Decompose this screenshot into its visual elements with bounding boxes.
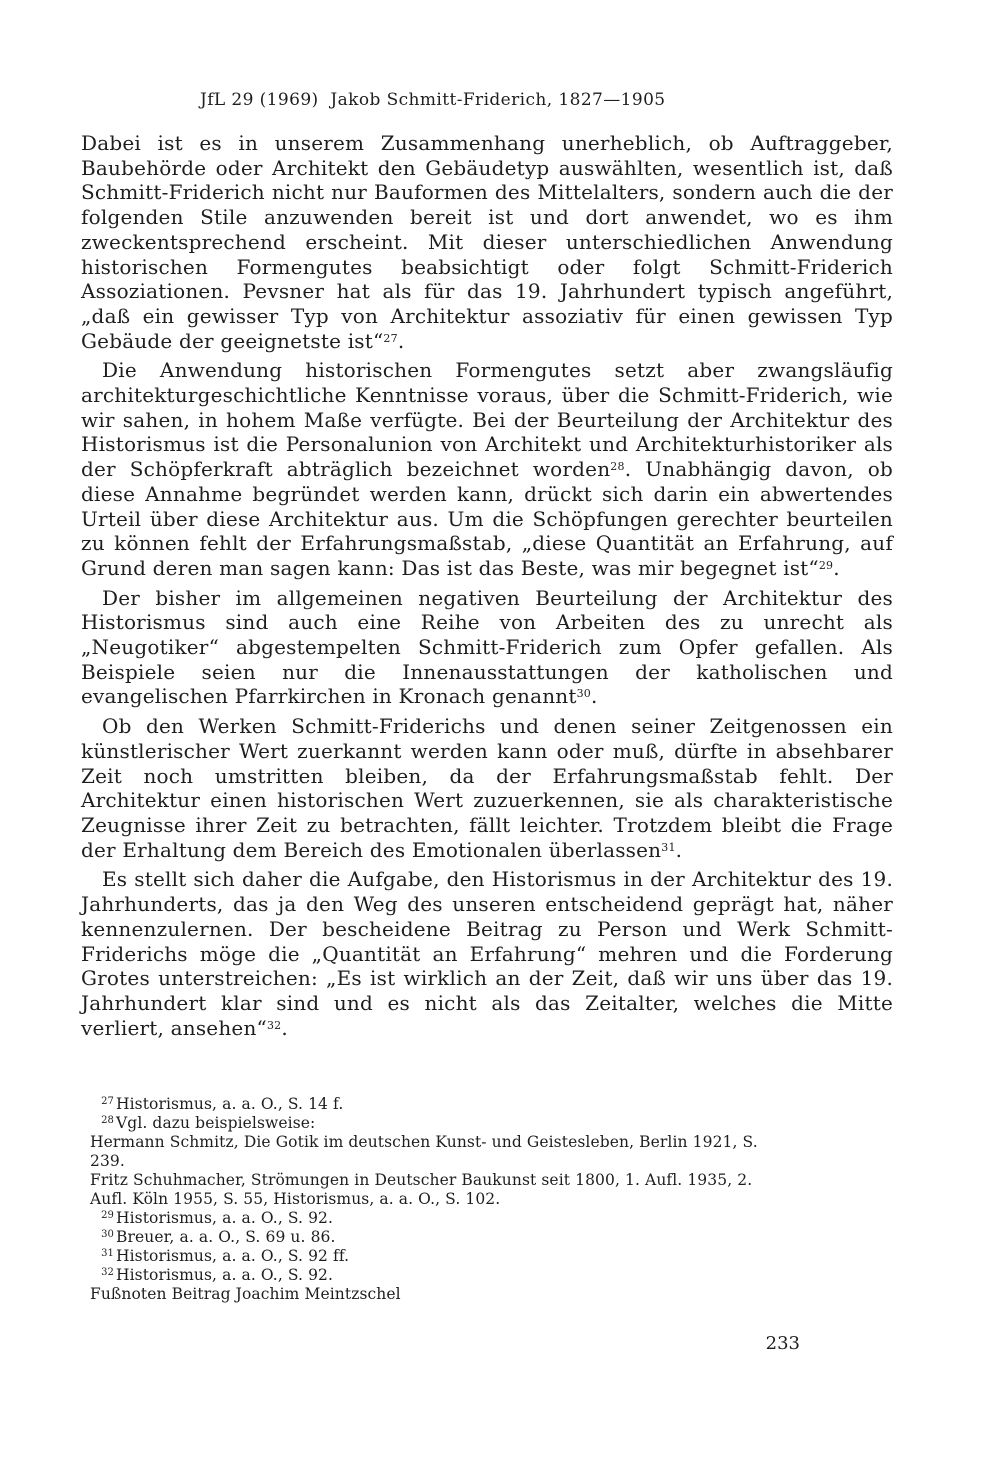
journal-reference: JfL 29 (1969) (200, 90, 319, 110)
footnote-31: 31 Historismus, a. a. O., S. 92 ff. (101, 1247, 350, 1265)
footnote-27: 27 Historismus, a. a. O., S. 14 f. (101, 1095, 344, 1113)
paragraph-text: . (675, 837, 683, 862)
paragraph-text: Der bisher im allgemeinen negativen Beurteilung der Architektur des Historismus sind auch eine Reihe von Arbeiten des zu unrecht als „Neugotiker“ abgestempelten Schmitt-Friderich zum Opfer gefallen. Als Beispiele seien nur die Innenausstattungen der katholischen und evangelischen Pfarrkirchen in Kronach genannt (81, 585, 893, 709)
footnote-text: Historismus, a. a. O., S. 92. (116, 1209, 334, 1227)
paragraph-text: . (591, 684, 598, 709)
footnote-32: 32 Historismus, a. a. O., S. 92. (101, 1266, 334, 1284)
footnote-ref[interactable]: 32 (266, 1018, 282, 1032)
paragraph-text: . (397, 328, 405, 353)
footnote-ref[interactable]: 31 (661, 840, 676, 854)
running-head (200, 90, 900, 110)
footnote-text: Breuer, a. a. O., S. 69 u. 86. (116, 1228, 336, 1246)
paragraph-text: . Unabhängig davon, ob diese Annahme begründet werden kann, drückt sich darin ein abwertendes Urteil über diese Architektur aus. Um die Schöpfungen gerechter beurteilen zu können fehlt der Erfahrungsmaßstab, „diese Quantität an Erfahrung, auf Grund deren man sagen kann: Das ist das Beste, was mir begegnet ist“ (81, 457, 893, 580)
body-text (81, 131, 893, 1045)
paragraph-text: Dabei ist es in unserem Zusammenhang unerheblich, ob Auftraggeber, Baubehörde oder Architekt den Gebäudetyp auswählten, wesentlich ist, daß Schmitt-Friderich nicht nur Bauformen des Mittelalters, sondern auch die der folgenden Stile anzuwenden bereit ist und dort anwendet, wo es ihm zweckentsprechend erscheint. Mit dieser unterschiedlichen Anwendung historischen Formengutes beabsichtigt oder folgt Schmitt-Friderich Assoziationen. Pevsner hat als für das 19. Jahrhundert typisch angeführt, „daß ein gewisser Typ von Architektur assoziativ für einen gewissen Typ Gebäude der geeignetste ist“ (81, 131, 893, 353)
paragraph-5 (81, 867, 893, 1040)
paragraph-text: Ob den Werken Schmitt-Friderichs und denen seiner Zeitgenossen ein künstlerischer Wert zuerkannt werden kann oder muß, dürfte in absehbarer Zeit noch umstritten bleiben, da der Erfahrungsmaßstab fehlt. Der Architektur einen historischen Wert zuzuerkennen, sie als charakteristische Zeugnisse ihrer Zeit zu betrachten, fällt leichter. Trotzdem bleibt die Frage der Erhaltung dem Bereich des Emotionalen überlassen (81, 714, 893, 862)
paragraph-text: . (281, 1015, 288, 1040)
footnote-ref[interactable]: 28 (610, 460, 625, 474)
footnote-text: Historismus, a. a. O., S. 92. (116, 1266, 334, 1284)
footnote-text: Hermann Schmitz, Die Gotik im deutschen Kunst- und Geistesleben, Berlin 1921, S. 239. (90, 1133, 758, 1170)
footnote-text: Historismus, a. a. O., S. 14 f. (116, 1095, 344, 1113)
paragraph-2 (81, 358, 893, 580)
footnotes (90, 1095, 793, 1304)
article-title: Jakob Schmitt-Friderich, 1827—1905 (330, 90, 666, 110)
footnote-ref[interactable]: 29 (818, 558, 834, 572)
paragraph-text: Es stellt sich daher die Aufgabe, den Historismus in der Architektur des 19. Jahrhunderts, das ja den Weg des unseren entscheidend geprägt hat, näher kennenzulernen. Der bescheidene Beitrag zu Person und Werk Schmitt-Friderichs möge die „Quantität an Erfahrung“ mehren und die Forderung Grotes unterstreichen: „Es ist wirklich an der Zeit, daß wir uns über das 19. Jahrhundert klar sind und es nicht als das Zeitalter, welches die Mitte verliert, ansehen“ (81, 867, 893, 1040)
paragraph-1 (81, 131, 893, 353)
footnote-29: 29 Historismus, a. a. O., S. 92. (101, 1209, 334, 1227)
page-number: 233 (765, 1333, 800, 1354)
footnote-28-source-2 (90, 1171, 793, 1209)
paragraph-text: Die Anwendung historischen Formengutes setzt aber zwangsläufig architekturgeschichtliche Kenntnisse voraus, über die Schmitt-Friderich, wie wir sahen, in hohem Maße verfügte. Bei der Beurteilung der Architektur des Historismus ist die Personalunion von Architekt und Architekturhistoriker als der Schöpferkraft abträglich bezeichnet worden (81, 358, 893, 482)
paragraph-text: . (833, 555, 840, 580)
footnote-30: 30 Breuer, a. a. O., S. 69 u. 86. (101, 1228, 336, 1246)
footnote-28-source-1 (90, 1133, 793, 1171)
footnote-28: 28 Vgl. dazu beispielsweise: (101, 1114, 316, 1132)
closing-note: Fußnoten Beitrag Joachim Meintzschel (90, 1285, 401, 1303)
footnote-text: Vgl. dazu beispielsweise: (116, 1114, 316, 1132)
footnote-ref[interactable]: 27 (383, 331, 398, 345)
paragraph-4 (81, 714, 893, 862)
paragraph-3 (81, 586, 893, 710)
footnote-ref[interactable]: 30 (576, 687, 591, 701)
footnote-text: Historismus, a. a. O., S. 92 ff. (116, 1247, 350, 1265)
footnote-text: Fritz Schuhmacher, Strömungen in Deutscher Baukunst seit 1800, 1. Aufl. 1935, 2. Aufl. Köln 1955, S. 55, Historismus, a. a. O., S. 102. (90, 1171, 753, 1208)
